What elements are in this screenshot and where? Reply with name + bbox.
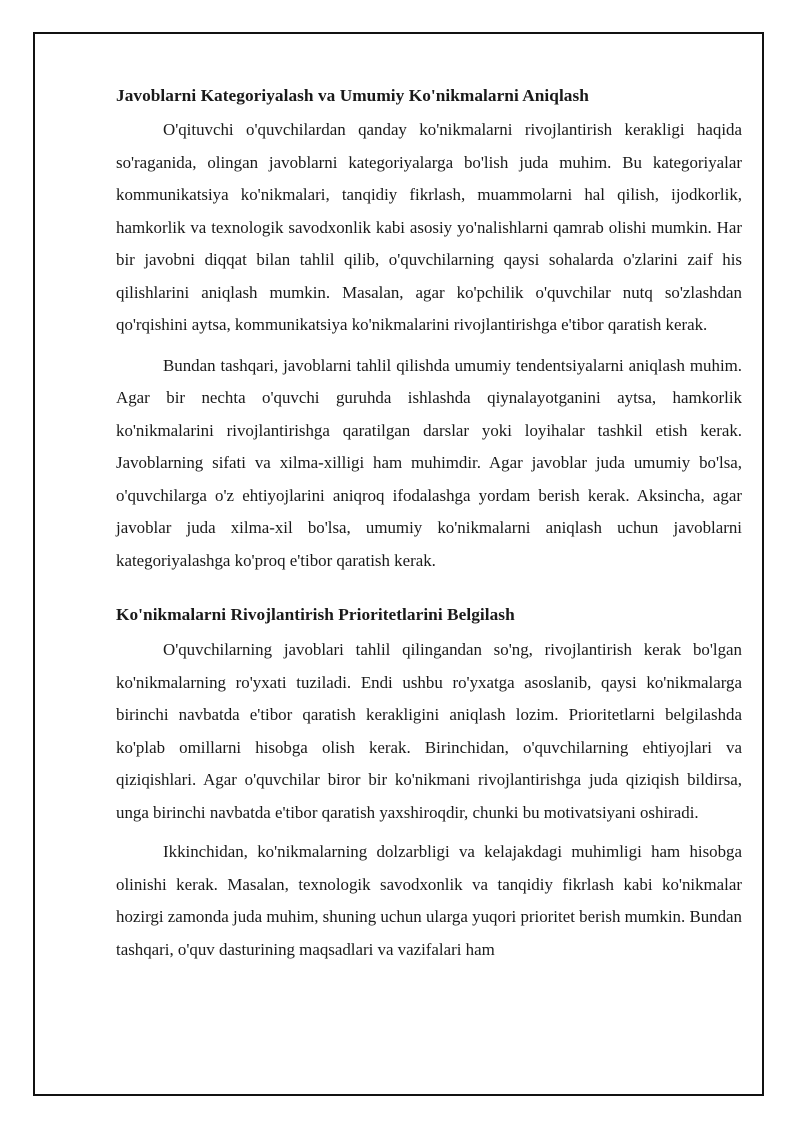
paragraph: O'qituvchi o'quvchilardan qanday ko'nikmalarni rivojlantirish kerakligi haqida so'raganida, olingan javoblarni kategoriyalarga bo'lish juda muhim. Bu kategoriyalar kommunikatsiya ko'nikmalari, tanqidiy fikrlash, muammolarni hal qilish, ijodkorlik, hamkorlik va texnologik savodxonlik kabi asosiy yo'nalishlarni qamrab olishi mumkin. Har bir javobni diqqat bilan tahlil qilib, o'quvchilarning qaysi sohalarda o'zlarini zaif his qilishlarini aniqlash mumkin. Masalan, agar ko'pchilik o'quvchilar nutq so'zlashdan qo'rqishini aytsa, kommunikatsiya ko'nikmalarini rivojlantirishga e'tibor qaratish kerak. bbox=[116, 120, 742, 334]
section-heading-priorities: Ko'nikmalarni Rivojlantirish Prioritetlarini Belgilash bbox=[116, 605, 515, 624]
paragraph: Ikkinchidan, ko'nikmalarning dolzarbligi va kelajakdagi muhimligi ham hisobga olinishi kerak. Masalan, texnologik savodxonlik va tanqidiy fikrlash kabi ko'nikmalar hozirgi zamonda juda muhim, shuning uchun ularga yuqori prioritet berish mumkin. Bundan tashqari, o'quv dasturining maqsadlari va vazifalari ham bbox=[116, 842, 742, 959]
document-body bbox=[116, 84, 742, 966]
paragraph: O'quvchilarning javoblari tahlil qilingandan so'ng, rivojlantirish kerak bo'lgan ko'nikmalarning ro'yxati tuziladi. Endi ushbu ro'yxatga asoslanib, qaysi ko'nikmalarga birinchi navbatda e'tibor qaratish kerakligini aniqlash lozim. Prioritetlarni belgilashda ko'plab omillarni hisobga olish kerak. Birinchidan, o'quvchilarning ehtiyojlari va qiziqishlari. Agar o'quvchilar biror bir ko'nikmani rivojlantirishga juda qiziqish bildirsa, unga birinchi navbatda e'tibor qaratish yaxshiroqdir, chunki bu motivatsiyani oshiradi. bbox=[116, 640, 742, 822]
section-heading-categorizing: Javoblarni Kategoriyalash va Umumiy Ko'nikmalarni Aniqlash bbox=[116, 86, 589, 105]
paragraph: Bundan tashqari, javoblarni tahlil qilishda umumiy tendentsiyalarni aniqlash muhim. Agar bir nechta o'quvchi guruhda ishlashda qiynalayotganini aytsa, hamkorlik ko'nikmalarini rivojlantirishga qaratilgan darslar yoki loyihalar tashkil etish kerak. Javoblarning sifati va xilma-xilligi ham muhimdir. Agar javoblar juda umumiy bo'lsa, o'quvchilarga o'z ehtiyojlarini aniqroq ifodalashga yordam berish kerak. Aksincha, agar javoblar juda xilma-xil bo'lsa, umumiy ko'nikmalarni aniqlash uchun javoblarni kategoriyalashga ko'proq e'tibor qaratish kerak. bbox=[116, 355, 742, 570]
